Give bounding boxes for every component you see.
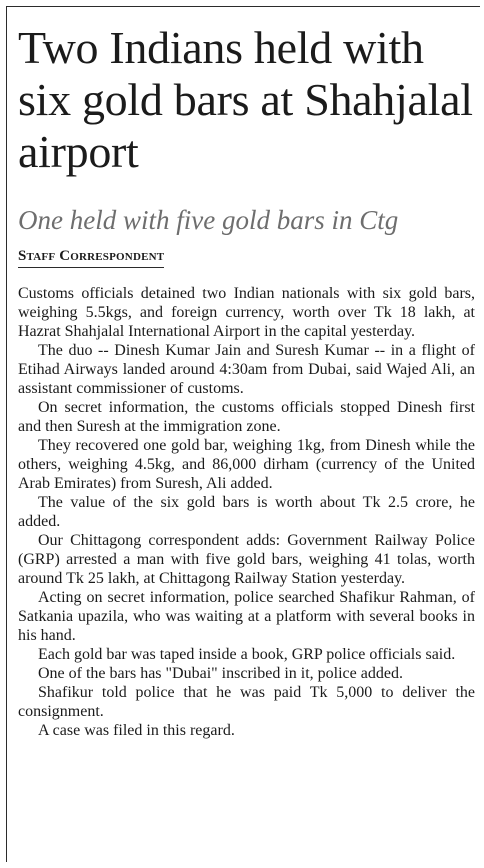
byline: Staff Correspondent [18,247,164,268]
body-paragraph: A case was filed in this regard. [38,722,235,739]
body-paragraph: Acting on secret information, police searched Shafikur Rahman, of Satkania upazila, who was waiting at a platform with several books in his hand. [18,589,475,644]
body-paragraph: They recovered one gold bar, weighing 1kg, from Dinesh while the others, weighing 4.5kg, and 86,000 dirham (currency of the United Arab Emirates) from Suresh, Ali added. [18,437,475,492]
body-paragraph: Each gold bar was taped inside a book, GRP police officials said. [38,646,456,663]
body-paragraph: Shafikur told police that he was paid Tk 5,000 to deliver the consignment. [18,684,475,720]
body-paragraph: One of the bars has "Dubai" inscribed in it, police added. [38,665,403,682]
body-paragraph: Customs officials detained two Indian nationals with six gold bars, weighing 5.5kgs, and foreign currency, worth over Tk 18 lakh, at Hazrat Shahjalal International Airport in the capital yesterday. [18,285,475,340]
body-paragraph: On secret information, the customs officials stopped Dinesh first and then Suresh at the immigration zone. [18,399,475,435]
subheadline: One held with five gold bars in Ctg [18,205,399,235]
body-paragraph: The duo -- Dinesh Kumar Jain and Suresh Kumar -- in a flight of Etihad Airways landed around 4:30am from Dubai, said Wajed Ali, an assistant commissioner of customs. [18,342,475,397]
headline: Two Indians held with six gold bars at Shahjalal airport [18,22,473,177]
body-paragraph: The value of the six gold bars is worth about Tk 2.5 crore, he added. [18,494,475,530]
article-body [18,284,475,740]
body-paragraph: Our Chittagong correspondent adds: Government Railway Police (GRP) arrested a man with five gold bars, weighing 41 tolas, worth around Tk 25 lakh, at Chittagong Railway Station yesterday. [18,532,475,587]
